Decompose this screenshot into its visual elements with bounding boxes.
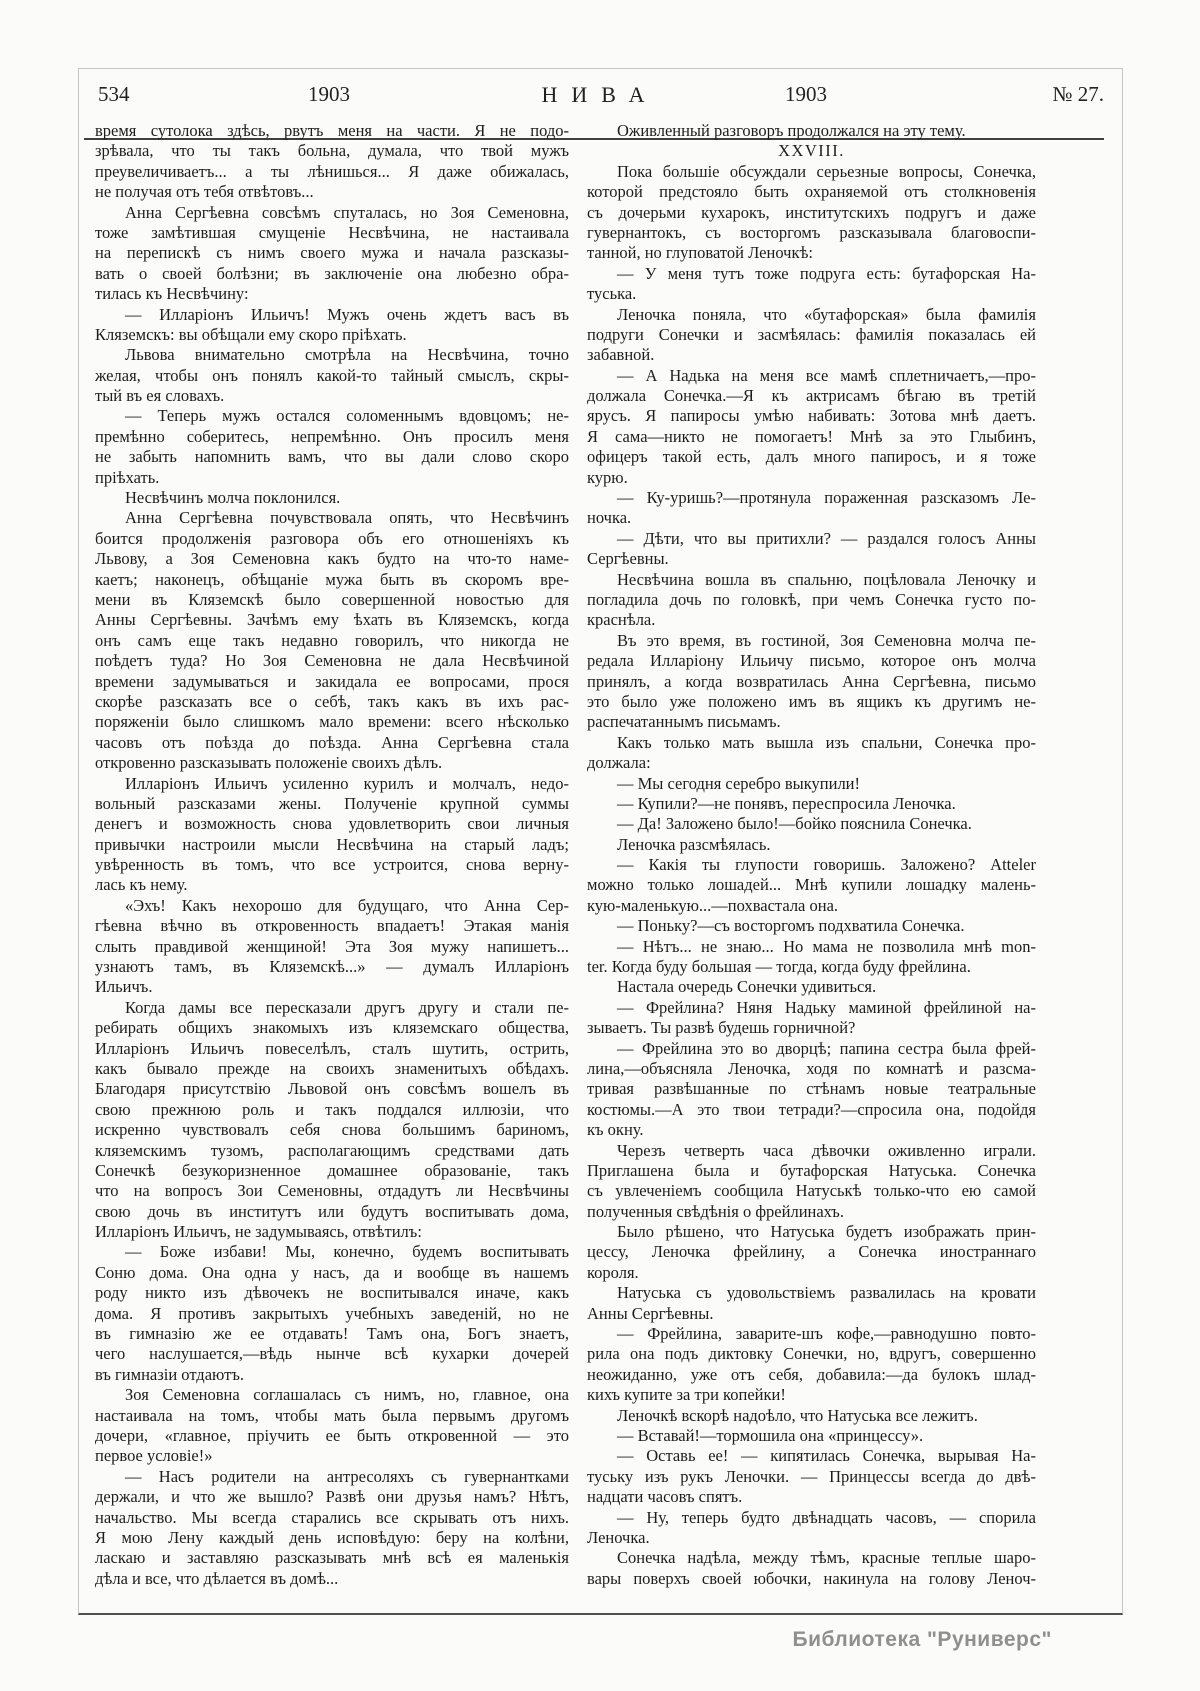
- text-line: что на вопросъ Зои Семеновны, отдадутъ ли Несвѣчины: [95, 1181, 569, 1201]
- text-line: ярусъ. Я папиросы умѣю набивать: Зотова мнѣ даетъ.: [587, 406, 1036, 426]
- text-column-left: [95, 121, 569, 1589]
- text-line: — Поньку?—съ восторгомъ подхватила Сонечка.: [617, 916, 965, 936]
- text-line: погладила дочь по головкѣ, при чемъ Сонечка густо по-: [587, 589, 1036, 609]
- text-line: — У меня тутъ тоже подруга есть: бутафорская На-: [617, 263, 1036, 283]
- text-line: Я сама—никто не помогаетъ! Мнѣ за это Глыбинъ,: [587, 426, 1036, 446]
- text-line: часовъ отъ поѣзда до поѣзда. Анна Сергѣевна стала: [95, 732, 569, 752]
- text-line: чего наслушается,—вѣдь нынче всѣ кухарки дочерей: [95, 1344, 569, 1364]
- text-line: гувернантокъ, съ восторгомъ разсказывала благовоспи-: [587, 222, 1036, 242]
- text-line: свою прежнюю роль и такъ поддался иллюзіи, что: [95, 1099, 569, 1119]
- text-line: не забыть напомнить вамъ, что вы дали слово скоро: [95, 447, 569, 467]
- text-line: — Да! Заложено было!—бойко пояснила Сонечка.: [617, 814, 972, 834]
- text-line: кляземскимъ тузомъ, располагающимъ средствами дать: [95, 1140, 569, 1160]
- text-line: — Фрейлина это во дворцѣ; папина сестра была фрей-: [617, 1038, 1036, 1058]
- text-line: въ гимназіи отдаютъ.: [95, 1364, 245, 1384]
- text-line: — Дѣти, что вы притихли? — раздался голосъ Анны: [617, 528, 1036, 548]
- text-line: первое условіе!»: [95, 1446, 213, 1466]
- text-line: откровенно разсказывать положеніе своихъ дѣлъ.: [95, 753, 443, 773]
- text-line: принялъ, а когда возвратилась Анна Сергѣевна, письмо: [587, 671, 1036, 691]
- text-line: Леночка поняла, что «бутафорская» была фамилія: [617, 304, 1036, 324]
- text-line: Было рѣшено, что Натуська будетъ изображать прин-: [617, 1222, 1036, 1242]
- text-line: Пока большіе обсуждали серьезные вопросы, Сонечка,: [617, 161, 1036, 181]
- text-line: редала Илларіону Ильичу письмо, которое онъ молча: [587, 651, 1036, 671]
- text-line: не получая отъ тебя отвѣтовъ...: [95, 182, 314, 202]
- text-line: Приглашена была и бутафорская Натуська. Сонечка: [587, 1160, 1036, 1180]
- header-year-left: 1903: [308, 82, 350, 106]
- text-line: поѣдетъ туда? Но Зоя Семеновна не дала Несвѣчиной: [95, 651, 569, 671]
- text-line: — Фрейлина? Няня Надьку маминой фрейлиной на-: [617, 997, 1036, 1017]
- text-line: увѣренность въ томъ, что все устроится, снова верну-: [95, 855, 569, 875]
- text-line: боится продолженія разговора объ его отношеніяхъ къ: [95, 528, 569, 548]
- text-line: Натуська съ удовольствіемъ развалилась на кровати: [617, 1283, 1036, 1303]
- text-line: курю.: [587, 467, 628, 487]
- text-line: — Теперь мужъ остался соломеннымъ вдовцомъ; не-: [125, 406, 569, 426]
- text-line: Ильичъ.: [95, 977, 153, 997]
- text-line: настаивала на томъ, чтобы мать была первымъ другомъ: [95, 1405, 569, 1425]
- text-line: цессу, Леночка фрейлину, а Сонечка иностраннаго: [587, 1242, 1036, 1262]
- text-line: Анны Сергѣевны.: [587, 1303, 714, 1323]
- library-watermark: Библиотека "Руниверс": [792, 1628, 1052, 1651]
- text-line: Сергѣевны.: [587, 549, 669, 569]
- text-line: Несвѣчина вошла въ спальню, поцѣловала Леночку и: [617, 569, 1036, 589]
- text-line: начальство. Мы всегда старались все скрывать отъ нихъ.: [95, 1507, 569, 1527]
- text-line: — Мы сегодня серебро выкупили!: [617, 773, 860, 793]
- text-line: съ увлеченіемъ сообщила Натуськѣ только-что ею самой: [587, 1181, 1036, 1201]
- text-line: — Илларіонъ Ильичъ! Мужъ очень ждетъ васъ въ: [125, 304, 569, 324]
- text-line: можно только лошадей... Мнѣ купили лошадку малень-: [587, 875, 1036, 895]
- text-line: ласкаю и заставляю разсказывать мнѣ всѣ ея маленькія: [95, 1548, 569, 1568]
- issue-number: № 27.: [1052, 82, 1104, 106]
- text-line: привычки настроили мысли Несвѣчина на старый ладъ;: [95, 834, 569, 854]
- text-line: зрѣвала, что ты такъ больна, думала, что твой мужъ: [95, 141, 569, 161]
- text-line: — Вставай!—тормошила она «принцессу».: [617, 1426, 924, 1445]
- text-line: на перепискѣ съ нимъ своего мужа и начала разсказы-: [95, 243, 569, 263]
- text-line: надцати часовъ спятъ.: [587, 1487, 743, 1507]
- text-line: — Ну, теперь будто двѣнадцать часовъ, — спорила: [617, 1507, 1036, 1527]
- text-line: которой предстояло быть охраняемой отъ столкновенія: [587, 182, 1036, 202]
- text-line: должала Сонечка.—Я къ актрисамъ бѣгаю въ третій: [587, 386, 1036, 406]
- text-line: зываетъ. Ты развѣ будешь горничной?: [587, 1018, 856, 1038]
- text-line: Зоя Семеновна соглашалась съ нимъ, но, главное, она: [125, 1385, 569, 1405]
- header-year-right: 1903: [785, 82, 827, 106]
- text-line: должала:: [587, 753, 651, 773]
- text-column-right: [587, 121, 1036, 1589]
- text-line: мени въ Кляземскѣ было совершенной новостью для: [95, 589, 569, 609]
- text-line: Я мою Лену каждый день исповѣдую: беру на колѣни,: [95, 1527, 569, 1547]
- text-line: лась къ нему.: [95, 875, 188, 895]
- text-line: время сутолока здѣсь, рвутъ меня на части. Я не подо-: [95, 121, 569, 140]
- text-line: Черезъ четверть часа дѣвочки оживленно играли.: [617, 1140, 1036, 1160]
- text-line: распечатаннымъ письмамъ.: [587, 712, 781, 732]
- text-line: — Какія ты глупости говоришь. Заложено? Atteler: [617, 855, 1036, 875]
- text-line: офицеръ такой есть, далъ много папиросъ, и я тоже: [587, 447, 1036, 467]
- text-line: Сонечка надѣла, между тѣмъ, красные теплые шаро-: [617, 1548, 1036, 1568]
- text-line: — Нѣтъ... не знаю... Но мама не позволила мнѣ mon-: [617, 936, 1036, 956]
- text-line: онъ самъ еще такъ недавно говорилъ, что никогда не: [95, 630, 569, 650]
- text-line: костюмы.—А это твои тетради?—спросила она, подойдя: [587, 1099, 1036, 1119]
- text-line: вары поверхъ своей юбочки, накинула на голову Леноч-: [587, 1568, 1036, 1588]
- text-line: гѣевна вѣчно въ откровенность впадаетъ! Этакая манія: [95, 916, 569, 936]
- text-line: Оживленный разговоръ продолжался на эту тему.: [617, 121, 966, 140]
- text-line: Илларіонъ Ильичъ, не задумываясь, отвѣтилъ:: [95, 1222, 422, 1242]
- text-line: узнаютъ тамъ, въ Кляземскѣ...» — думалъ Илларіонъ: [95, 957, 569, 977]
- text-line: лина,—объясняла Леночка, ходя по комнатѣ и разсма-: [587, 1058, 1036, 1078]
- text-line: дома. Я противъ закрытыхъ учебныхъ заведеній, но не: [95, 1303, 569, 1323]
- text-line: Соню дома. Она одна у насъ, да и вообще въ нашемъ: [95, 1262, 569, 1282]
- text-line: Леночка разсмѣялась.: [617, 834, 771, 854]
- text-line: Въ это время, въ гостиной, Зоя Семеновна молча пе-: [617, 630, 1036, 650]
- text-line: вать о своей болѣзни; въ заключеніе она любезно обра-: [95, 263, 569, 283]
- text-line: слыть правдивой женщиной! Эта Зоя мужу напишетъ...: [95, 936, 569, 956]
- text-line: короля.: [587, 1262, 639, 1282]
- text-line: Львову, а Зоя Семеновна какъ будто на что-то наме-: [95, 549, 569, 569]
- text-line: преувеличиваетъ... а ты лѣнишься... Я даже обижалась,: [95, 161, 569, 181]
- text-line: — Фрейлина, заварите-шъ кофе,—равнодушно повто-: [617, 1324, 1036, 1344]
- text-line: дочери, «главное, пріучить ее быть откровенной — это: [95, 1426, 569, 1445]
- text-line: какъ бывало прежде на своихъ знаменитыхъ обѣдахъ.: [95, 1058, 569, 1078]
- text-line: Львова внимательно смотрѣла на Несвѣчина, точно: [125, 345, 569, 365]
- text-line: это было уже положено имъ въ ящикъ къ другимъ не-: [587, 691, 1036, 711]
- text-line: пріѣхать.: [95, 467, 160, 487]
- text-line: времени задумываться и закидала ее вопросами, прося: [95, 671, 569, 691]
- text-line: Какъ только мать вышла изъ спальни, Сонечка про-: [617, 732, 1036, 752]
- text-line: Кляземскъ: вы обѣщали ему скоро пріѣхать.: [95, 324, 407, 344]
- text-line: премѣнно соберитесь, непремѣнно. Онъ просилъ меня: [95, 426, 569, 446]
- text-line: съ дочерьми кухарокъ, институтскихъ подругъ и даже: [587, 202, 1036, 222]
- text-line: — Насъ родители на антресоляхъ съ гувернантками: [125, 1466, 569, 1486]
- text-line: танной, но глуповатой Леночкѣ:: [587, 243, 814, 263]
- text-line: свою дочь въ институтъ или будутъ воспитывать дома,: [95, 1201, 569, 1221]
- text-line: Сонечкѣ безукоризненное домашнее образованіе, такъ: [95, 1160, 569, 1180]
- text-line: краснѣла.: [587, 610, 656, 630]
- text-line: денегъ и возможность снова удовлетворить свои личныя: [95, 814, 569, 834]
- text-line: къ окну.: [587, 1120, 644, 1140]
- text-line: скорѣе разсказать все о себѣ, такъ какъ въ ихъ рас-: [95, 691, 569, 711]
- text-line: ребирать общихъ знакомыхъ изъ кляземскаго общества,: [95, 1018, 569, 1038]
- text-line: Благодаря присутствію Львовой онъ совсѣмъ вошелъ въ: [95, 1079, 569, 1099]
- text-line: въ гимназію же ее отдавать! Тамъ она, Богъ знаетъ,: [95, 1324, 569, 1344]
- text-line: полученныя свѣдѣнія о фрейлинахъ.: [587, 1201, 844, 1221]
- text-line: Несвѣчинъ молча поклонился.: [125, 488, 341, 508]
- text-line: тоже замѣтившая смущеніе Несвѣчина, не настаивала: [95, 222, 569, 242]
- text-line: — Оставь ее! — кипятилась Сонечка, вырывая На-: [617, 1446, 1036, 1466]
- text-line: туську изъ рукъ Леночки. — Принцессы всегда до двѣ-: [587, 1466, 1036, 1486]
- text-line: рила она подъ диктовку Сонечки, но, вдругъ, совершенно: [587, 1344, 1036, 1364]
- text-line: искренно чувствовалъ себя снова большимъ бариномъ,: [95, 1120, 569, 1140]
- text-line: держали, и что же вышло? Развѣ они друзья намъ? Нѣтъ,: [95, 1487, 569, 1507]
- text-line: тривая развѣшанные по стѣнамъ новые театральные: [587, 1079, 1036, 1099]
- text-line: ночка.: [587, 508, 632, 528]
- page-number: 534: [98, 82, 130, 106]
- text-line: тилась къ Несвѣчину:: [95, 284, 249, 304]
- text-line: — Боже избави! Мы, конечно, будемъ воспитывать: [125, 1242, 569, 1262]
- text-line: кихъ купите за три копейки!: [587, 1385, 786, 1405]
- text-line: Илларіонъ Ильичъ повеселѣлъ, сталъ шутить, острить,: [95, 1038, 569, 1058]
- text-line: Илларіонъ Ильичъ усиленно курилъ и молчалъ, недо-: [125, 773, 569, 793]
- text-line: — Ку-уришь?—протянула пораженная разсказомъ Ле-: [617, 488, 1036, 508]
- text-line: Леночкѣ вскорѣ надоѣло, что Натуська все лежитъ.: [617, 1405, 978, 1425]
- text-line: каетъ; наконецъ, обѣщаніе мужа быть въ скоромъ вре-: [95, 569, 569, 589]
- text-line: «Эхъ! Какъ нехорошо для будущаго, что Анна Сер-: [125, 895, 569, 915]
- text-line: Леночка.: [587, 1527, 650, 1547]
- text-line: роду никто изъ дѣвочекъ не воспитывался иначе, какъ: [95, 1283, 569, 1303]
- text-line: поряженіи было слишкомъ мало времени: всего нѣсколько: [95, 712, 569, 732]
- text-line: тый въ ея словахъ.: [95, 386, 225, 406]
- text-line: вольный разсказами жены. Полученіе крупной суммы: [95, 793, 569, 813]
- text-line: ter. Когда буду большая — тогда, когда буду фрейлина.: [587, 957, 971, 977]
- chapter-heading: XXVIII.: [778, 141, 845, 161]
- text-line: — А Надька на меня все мамѣ сплетничаетъ,—про-: [617, 365, 1036, 385]
- text-line: кую-маленькую...—похвастала она.: [587, 895, 839, 915]
- text-line: Когда дамы все пересказали другъ другу и стали пе-: [125, 997, 569, 1017]
- text-line: Анна Сергѣевна совсѣмъ спуталась, но Зоя Семеновна,: [125, 202, 569, 222]
- text-line: желая, чтобы онъ понялъ какой-то тайный смыслъ, скры-: [95, 365, 569, 385]
- text-line: — Купили?—не понявъ, переспросила Леночка.: [617, 793, 956, 813]
- text-line: Настала очередь Сонечки удивиться.: [617, 977, 877, 997]
- text-line: забавной.: [587, 345, 655, 365]
- text-line: Анны Сергѣевны. Зачѣмъ ему ѣхать въ Кляземскъ, когда: [95, 610, 569, 630]
- magazine-title: НИВА: [541, 82, 659, 107]
- text-line: подруги Сонечки и засмѣялась: фамилія показалась ей: [587, 324, 1036, 344]
- text-line: неожиданно, уже отъ себя, добавила:—да булокъ шлад-: [587, 1364, 1036, 1384]
- text-line: Анна Сергѣевна почувствовала опять, что Несвѣчинъ: [125, 508, 569, 528]
- text-line: дѣла и все, что дѣлается въ домѣ...: [95, 1568, 339, 1588]
- text-line: туська.: [587, 284, 637, 304]
